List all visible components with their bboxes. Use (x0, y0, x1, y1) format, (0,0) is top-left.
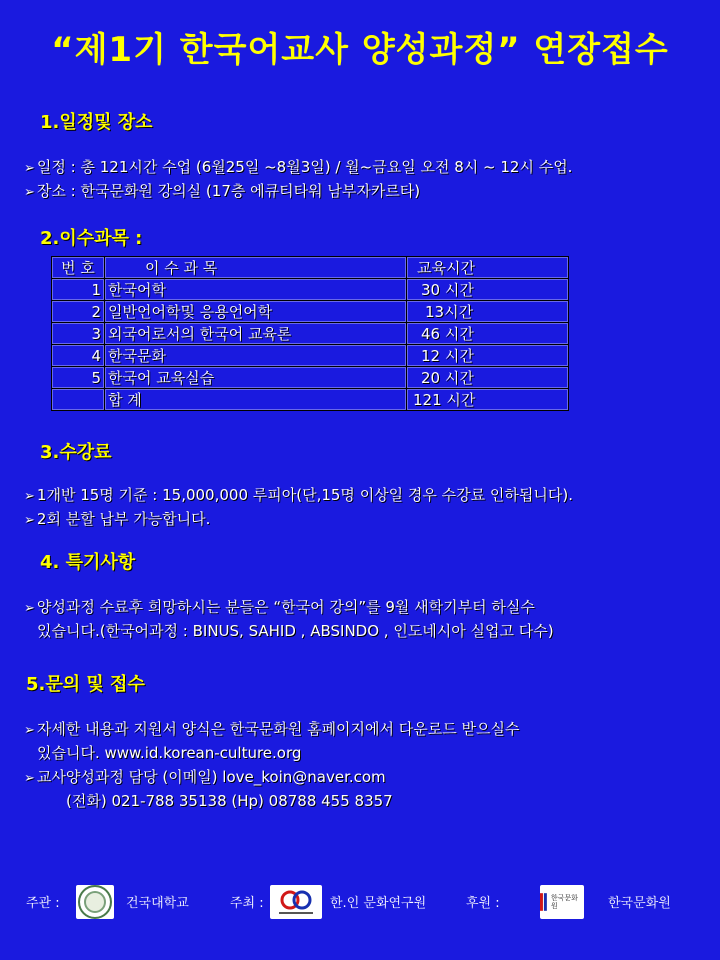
host-name: 한.인 문화연구원 (330, 896, 427, 911)
korean-cultural-center-logo-icon (540, 885, 584, 919)
color-bars-icon (540, 891, 548, 913)
schedule-text: 일정 : 총 121시간 수업 (6월25일 ~8월3일) / 월~금요일 오전 8시 ~ 12시 수업. (36, 158, 573, 176)
email-text[interactable]: 교사양성과정 담당 (이메일) love_koin@naver.com (36, 768, 386, 786)
location-line (24, 180, 420, 201)
schedule-line (24, 156, 572, 177)
row-number: 2 (52, 301, 105, 323)
section-heading-schedule: 1.일정및 장소 (40, 112, 153, 133)
table-row (52, 367, 569, 389)
installment-text: 2회 분할 납부 가능합니다. (36, 510, 211, 528)
total-hours: 121 시간 (407, 389, 569, 411)
table-row (52, 301, 569, 323)
table-header-row (52, 257, 569, 279)
header-hours: 교육시간 (407, 257, 569, 279)
notes-text: 양성과정 수료후 희망하시는 분들은 “한국어 강의”를 9월 새학기부터 하실수 (36, 598, 535, 616)
arrow-bullet-icon: ➢ (24, 489, 35, 504)
row-hours: 30 시간 (407, 279, 569, 301)
arrow-bullet-icon: ➢ (24, 161, 35, 176)
arrow-bullet-icon: ➢ (24, 601, 35, 616)
footer (0, 885, 720, 919)
row-subject: 한국문화 (105, 345, 407, 367)
row-number: 4 (52, 345, 105, 367)
arrow-bullet-icon: ➢ (24, 723, 35, 738)
table-row (52, 279, 569, 301)
row-hours: 12 시간 (407, 345, 569, 367)
row-subject: 일반언어학및 응용언어학 (105, 301, 407, 323)
sponsor-label: 후원 : (466, 896, 500, 911)
header-number: 번 호 (52, 257, 105, 279)
row-subject: 한국어 교육실습 (105, 367, 407, 389)
row-number: 1 (52, 279, 105, 301)
row-number: 5 (52, 367, 105, 389)
organizer-name: 건국대학교 (126, 896, 189, 911)
total-label: 합 계 (105, 389, 407, 411)
sponsor-logo-text: 한국문화원 (550, 894, 578, 910)
row-subject: 한국어학 (105, 279, 407, 301)
row-hours: 20 시간 (407, 367, 569, 389)
row-subject: 외국어로서의 한국어 교육론 (105, 323, 407, 345)
notes-line (24, 596, 535, 617)
installment-line (24, 508, 210, 529)
section-heading-contact: 5.문의 및 접수 (26, 674, 145, 695)
sponsor-name: 한국문화원 (608, 896, 671, 911)
header-subject: 이 수 과 목 (105, 257, 407, 279)
phone-line: (전화) 021-788 35138 (Hp) 08788 455 8357 (66, 792, 393, 810)
fee-line (24, 484, 573, 505)
contact-line (24, 718, 519, 739)
location-text: 장소 : 한국문화원 강의실 (17층 에큐티타워 남부자카르타) (36, 182, 421, 200)
table-total-row (52, 389, 569, 411)
rings-logo-icon (273, 887, 319, 917)
arrow-bullet-icon: ➢ (24, 771, 35, 786)
row-number: 3 (52, 323, 105, 345)
konkuk-university-seal-icon (76, 885, 114, 919)
korea-indonesia-culture-institute-logo-icon (270, 885, 322, 919)
contact-text: 자세한 내용과 지원서 양식은 한국문화원 홈페이지에서 다운로드 받으실수 (36, 720, 520, 738)
host-label: 주최 : (230, 896, 264, 911)
organizer-label: 주관 : (26, 896, 60, 911)
notes-line-2: 있습니다.(한국어과정 : BINUS, SAHID , ABSINDO , 인도네시아 실업고 다수) (37, 622, 554, 640)
row-hours: 46 시간 (407, 323, 569, 345)
arrow-bullet-icon: ➢ (24, 185, 35, 200)
seal-emblem-icon (78, 885, 112, 919)
section-heading-fee: 3.수강료 (40, 442, 112, 463)
arrow-bullet-icon: ➢ (24, 513, 35, 528)
table-row (52, 345, 569, 367)
section-heading-courses: 2.이수과목 : (40, 228, 143, 249)
row-number (52, 389, 105, 411)
section-heading-notes: 4. 특기사항 (40, 552, 136, 573)
email-line (24, 766, 386, 787)
table-row (52, 323, 569, 345)
fee-text: 1개반 15명 기준 : 15,000,000 루피아(단,15명 이상일 경우 수강료 인하됩니다). (36, 486, 573, 504)
course-table (51, 256, 569, 411)
website-line[interactable]: 있습니다. www.id.korean-culture.org (37, 744, 302, 762)
row-hours: 13시간 (407, 301, 569, 323)
page-title: “제1기 한국어교사 양성과정” 연장접수 (51, 30, 669, 70)
